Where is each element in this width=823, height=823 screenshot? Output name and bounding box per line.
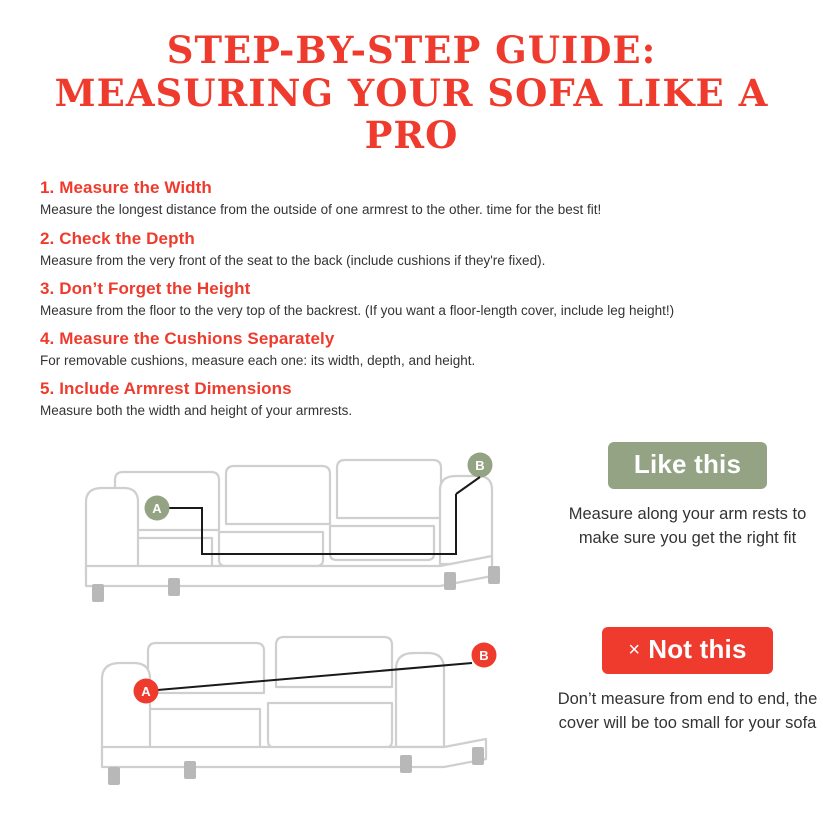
step-body: Measure from the very front of the seat to the back (include cushions if they're fixed). bbox=[40, 252, 546, 268]
sofa-illustration-incorrect bbox=[40, 617, 530, 797]
step-body: For removable cushions, measure each one: its width, depth, and height. bbox=[40, 352, 476, 368]
example-incorrect-panel bbox=[550, 627, 823, 736]
step-item bbox=[40, 329, 783, 370]
not-this-label: Not this bbox=[648, 634, 747, 665]
not-this-badge bbox=[602, 627, 772, 674]
like-this-caption: Measure along your arm rests to make sure you get the right fit bbox=[568, 505, 807, 548]
step-heading: 3. Don’t Forget the Height bbox=[40, 278, 251, 298]
marker-b-incorrect bbox=[472, 643, 497, 668]
like-this-badge: Like this bbox=[608, 442, 767, 489]
step-body: Measure the longest distance from the outside of one armrest to the other. time for the best fit! bbox=[40, 202, 602, 218]
steps-list bbox=[40, 178, 783, 420]
marker-a-correct bbox=[145, 496, 170, 521]
example-correct-panel bbox=[550, 442, 823, 551]
sofa-illustration-correct bbox=[40, 432, 530, 612]
svg-text:B: B bbox=[479, 648, 489, 664]
sofa-diagram-correct-svg bbox=[40, 432, 530, 612]
step-item bbox=[40, 279, 783, 320]
step-body: Measure from the floor to the very top of the backrest. (If you want a floor-length cover, include leg height!) bbox=[40, 302, 675, 318]
step-heading: 2. Check the Depth bbox=[40, 228, 195, 248]
step-heading: 5. Include Armrest Dimensions bbox=[40, 379, 292, 399]
step-heading: 4. Measure the Cushions Separately bbox=[40, 328, 335, 348]
step-item bbox=[40, 178, 783, 219]
title-line-1: STEP-BY-STEP GUIDE: bbox=[166, 28, 657, 72]
close-icon: × bbox=[628, 639, 641, 662]
page-title bbox=[40, 30, 783, 156]
step-item bbox=[40, 229, 783, 270]
svg-text:B: B bbox=[475, 458, 485, 474]
not-this-caption: Don’t measure from end to end, the cover will be too small for your sofa bbox=[557, 690, 818, 733]
title-line-2: MEASURING YOUR SOFA LIKE A PRO bbox=[54, 71, 769, 157]
illustration-area bbox=[40, 432, 818, 802]
step-item bbox=[40, 379, 783, 420]
step-heading: 1. Measure the Width bbox=[40, 178, 212, 198]
sofa-diagram-incorrect-svg bbox=[40, 617, 530, 797]
svg-text:A: A bbox=[141, 684, 151, 700]
step-body: Measure both the width and height of your armrests. bbox=[40, 403, 353, 419]
svg-text:A: A bbox=[152, 501, 162, 517]
marker-b-correct bbox=[468, 453, 493, 478]
marker-a-incorrect bbox=[134, 679, 159, 704]
